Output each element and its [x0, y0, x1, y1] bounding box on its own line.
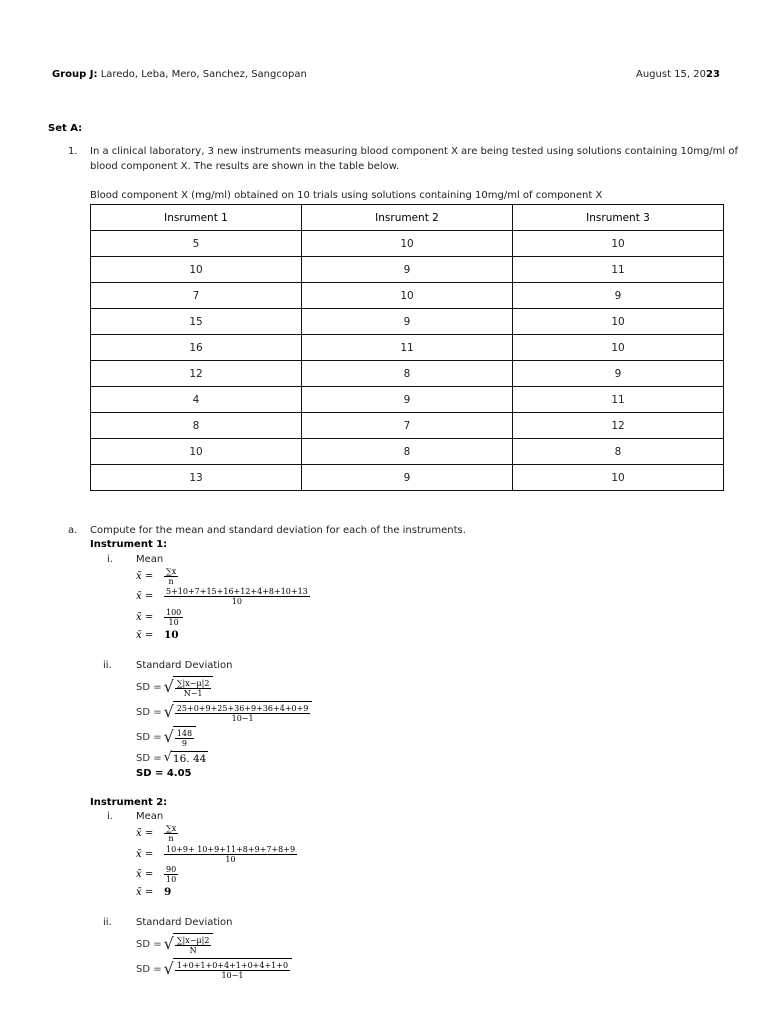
- instrument1-mean-total: [136, 608, 183, 627]
- sqrt-symbol: √ $\frac{25+0+9+25+36+9+36+4+0+9}{10-1}$: [164, 701, 313, 723]
- table-caption: Blood component X (mg/ml) obtained on 10 trials using solutions containing 10mg/ml of component X: [90, 190, 603, 201]
- fraction-numerator: ∑x: [166, 567, 177, 576]
- fraction-numerator: 10+9+ 10+9+11+8+9+7+8+9: [166, 845, 296, 854]
- instrument2-mean-total: [136, 865, 178, 884]
- table-cell: 12: [91, 361, 302, 387]
- fraction-denominator: 10−1: [231, 714, 254, 723]
- fraction-numerator: 90: [166, 865, 177, 874]
- group-members: Laredo, Leba, Mero, Sanchez, Sangcopan: [100, 69, 307, 80]
- sd-equals: SD =: [136, 938, 162, 950]
- fraction-denominator: 9: [181, 739, 187, 748]
- xbar-symbol: x̄ =: [136, 629, 154, 641]
- table-row: [91, 465, 724, 491]
- instrument1-mean-sum: [136, 587, 310, 606]
- instrument1-sd-total: [136, 726, 196, 748]
- part-text: Compute for the mean and standard deviation for each of the instruments.: [90, 525, 466, 536]
- fraction-denominator: N−1: [183, 689, 203, 698]
- table-cell: 10: [91, 257, 302, 283]
- table-row: [91, 257, 724, 283]
- xbar-symbol: x̄ =: [136, 849, 154, 860]
- xbar-symbol: x̄ =: [136, 869, 154, 880]
- fraction-numerator: ∑x: [166, 824, 177, 833]
- sd-equals: SD =: [136, 731, 162, 743]
- table-cell: 10: [513, 335, 724, 361]
- instrument2-mean-number: i.: [107, 811, 113, 822]
- instrument1-sd-result: SD = 4.05: [136, 768, 192, 779]
- table-cell: 7: [91, 283, 302, 309]
- table-cell: 4: [91, 387, 302, 413]
- sd-equals: SD =: [136, 706, 162, 718]
- instrument2-mean-formula: [136, 824, 178, 843]
- instrument1-sd-formula: [136, 676, 213, 698]
- question-text-line2: blood component X. The results are shown in the table below.: [90, 161, 400, 172]
- header-group: [52, 68, 307, 81]
- table-header-row: [91, 205, 724, 231]
- instrument2-sd-label: Standard Deviation: [136, 917, 233, 928]
- table-cell: 9: [302, 387, 513, 413]
- table-row: [91, 335, 724, 361]
- fraction-denominator: N: [189, 946, 197, 955]
- xbar-symbol: x̄ =: [136, 828, 154, 839]
- table-row: [91, 309, 724, 335]
- table-cell: 9: [513, 283, 724, 309]
- instrument1-mean-label: Mean: [136, 554, 164, 565]
- table-cell: 16: [91, 335, 302, 361]
- instrument1-sd-number: ii.: [103, 660, 112, 671]
- group-label: Group J:: [52, 69, 98, 80]
- xbar-symbol: x̄ =: [136, 886, 154, 898]
- date-prefix: August 15, 20: [636, 69, 706, 80]
- header-date: [636, 68, 720, 81]
- table-cell: 9: [302, 257, 513, 283]
- sd-equals: SD =: [136, 681, 162, 693]
- table-header-cell: Insrument 1: [91, 205, 302, 231]
- mean-result-value: 9: [164, 886, 172, 898]
- fraction-denominator: n: [168, 834, 174, 843]
- instrument2-sd-sum: [136, 958, 292, 980]
- fraction-denominator: 10−1: [221, 971, 244, 980]
- table-cell: 9: [513, 361, 724, 387]
- fraction-numerator: ∑|x−μ|2: [176, 936, 210, 945]
- table-cell: 8: [91, 413, 302, 439]
- table-cell: 11: [302, 335, 513, 361]
- instrument2-sd-formula: [136, 933, 213, 955]
- fraction-numerator: 5+10+7+15+16+12+4+8+10+13: [166, 587, 308, 596]
- instrument2-mean-label: Mean: [136, 811, 164, 822]
- fraction-numerator: 148: [176, 729, 193, 738]
- instrument1-mean-number: i.: [107, 554, 113, 565]
- sqrt-symbol: √ $\frac{\sum|x-\mu|2}{N-1}$: [164, 676, 214, 698]
- table-cell: 11: [513, 257, 724, 283]
- sqrt-symbol: √ 16. 44: [163, 750, 207, 765]
- instrument2-mean-result: [136, 886, 171, 898]
- results-table: [90, 204, 724, 491]
- table-cell: 10: [513, 231, 724, 257]
- instrument2-mean-sum: [136, 845, 297, 864]
- fraction-denominator: 10: [168, 618, 179, 627]
- table-cell: 5: [91, 231, 302, 257]
- part-letter: a.: [68, 525, 78, 536]
- sqrt-value: 16. 44: [172, 753, 207, 765]
- mean-result-value: 10: [164, 629, 179, 641]
- table-cell: 10: [302, 231, 513, 257]
- fraction-numerator: 25+0+9+25+36+9+36+4+0+9: [176, 704, 309, 713]
- table-row: [91, 387, 724, 413]
- xbar-symbol: x̄ =: [136, 612, 154, 623]
- set-title: Set A:: [48, 123, 83, 134]
- fraction-denominator: 10: [231, 597, 242, 606]
- table-cell: 10: [513, 309, 724, 335]
- fraction-numerator: 100: [166, 608, 182, 617]
- sd-equals: SD =: [136, 963, 162, 975]
- fraction-denominator: 10: [225, 855, 236, 864]
- instrument1-title: Instrument 1:: [90, 539, 168, 550]
- table-cell: 7: [302, 413, 513, 439]
- question-text-line1: In a clinical laboratory, 3 new instruments measuring blood component X are being tested using solutions containing 10mg/ml of: [90, 146, 739, 157]
- table-cell: 10: [302, 283, 513, 309]
- sqrt-symbol: √ $\frac{1+0+1+0+4+1+0+4+1+0}{10-1}$: [164, 958, 292, 980]
- table-cell: 15: [91, 309, 302, 335]
- table-row: [91, 361, 724, 387]
- instrument1-mean-result: [136, 629, 179, 641]
- table-cell: 8: [302, 361, 513, 387]
- table-cell: 12: [513, 413, 724, 439]
- table-row: [91, 231, 724, 257]
- sqrt-symbol: √ $\frac{148}{9}$: [164, 726, 196, 748]
- fraction-numerator: 1+0+1+0+4+1+0+4+1+0: [176, 961, 289, 970]
- table-cell: 10: [513, 465, 724, 491]
- xbar-symbol: x̄ =: [136, 571, 154, 582]
- table-row: [91, 283, 724, 309]
- instrument1-sd-sum: [136, 701, 312, 723]
- instrument1-sd-sqrt-value: [136, 750, 208, 766]
- table-header-cell: Insrument 2: [302, 205, 513, 231]
- instrument2-title: Instrument 2:: [90, 797, 168, 808]
- fraction-denominator: 10: [166, 875, 177, 884]
- instrument1-sd-label: Standard Deviation: [136, 660, 233, 671]
- xbar-symbol: x̄ =: [136, 591, 154, 602]
- table-cell: 11: [513, 387, 724, 413]
- table-header-cell: Insrument 3: [513, 205, 724, 231]
- question-number: 1.: [68, 146, 78, 157]
- table-cell: 10: [91, 439, 302, 465]
- fraction-numerator: ∑|x−μ|2: [176, 679, 210, 688]
- table-cell: 8: [513, 439, 724, 465]
- sqrt-symbol: √ $\frac{\sum|x-\mu|2}{N}$: [164, 933, 214, 955]
- table-cell: 9: [302, 465, 513, 491]
- table-cell: 13: [91, 465, 302, 491]
- table-cell: 9: [302, 309, 513, 335]
- instrument1-mean-formula: [136, 567, 178, 586]
- date-suffix: 23: [705, 69, 720, 80]
- table-row: [91, 439, 724, 465]
- table-cell: 8: [302, 439, 513, 465]
- sd-equals: SD =: [136, 752, 162, 764]
- table-row: [91, 413, 724, 439]
- fraction-denominator: n: [168, 577, 174, 586]
- instrument2-sd-number: ii.: [103, 917, 112, 928]
